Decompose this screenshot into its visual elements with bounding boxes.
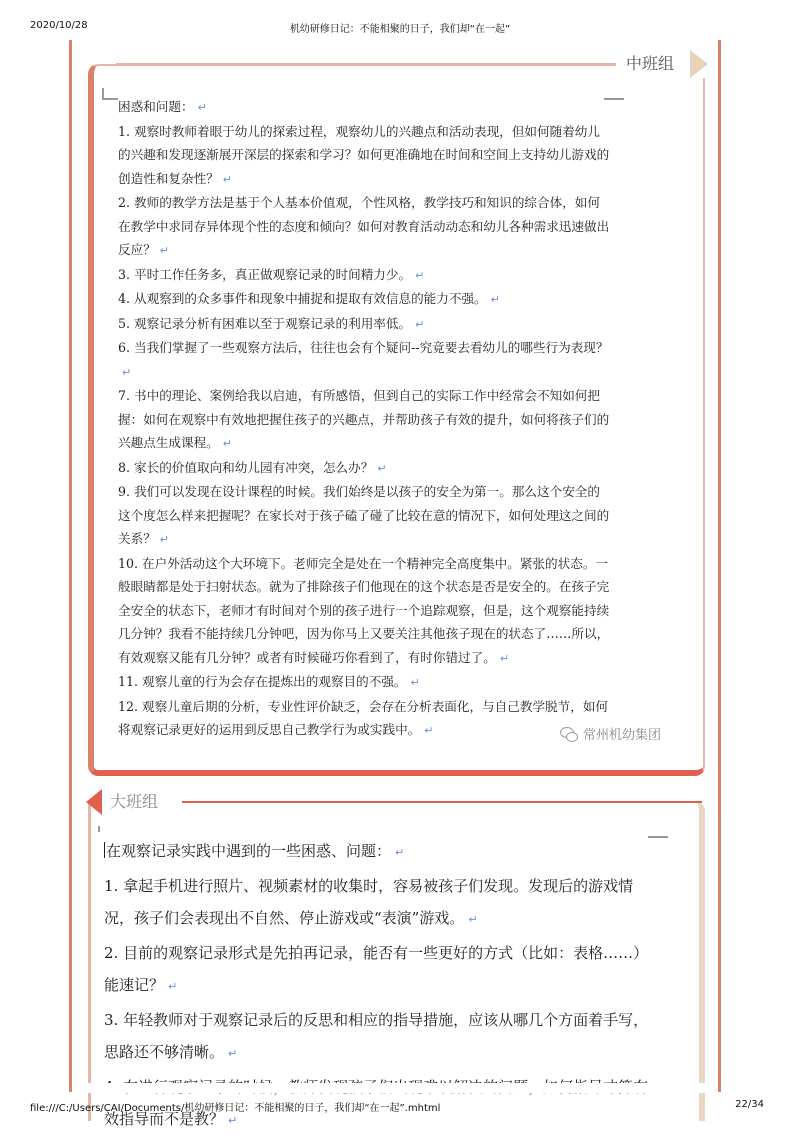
paragraph: 在观察记录实践中遇到的一些困惑、问题： ↵ [106, 842, 405, 860]
paragraph: 1. 观察时教师着眼于幼儿的探索过程，观察幼儿的兴趣点和活动表现，但如何随着幼儿的兴趣和发现逐渐展开深层的探索和学习？如何更准确地在时间和空间上支持幼儿游戏的创造性和复杂性？ ↵ [118, 123, 610, 186]
crop-corner-mark [98, 826, 104, 832]
print-footer [0, 1099, 800, 1113]
paragraph-mark-icon: ↵ [228, 1047, 238, 1060]
paragraph-mark-icon: ↵ [222, 437, 232, 450]
wechat-icon [560, 727, 578, 741]
paragraph-mark-icon: ↵ [499, 651, 510, 665]
print-date: 2020/10/28 [30, 20, 88, 31]
paragraph: 6. 当我们掌握了一些观察方法后，往往也会有个疑问--究竟要去看幼儿的哪些行为表现？↵ [118, 340, 609, 379]
paragraph: 效指导而不是教？ ↵ [104, 1110, 238, 1128]
paragraph-mark-icon: ↵ [159, 533, 169, 546]
page-rule-left [69, 40, 72, 1092]
section-senior-class-label: 大班组 [110, 792, 159, 811]
page-cut-mask [72, 1083, 718, 1093]
paragraph-mark-icon: ↵ [490, 293, 500, 306]
section-middle-class-body [118, 95, 610, 743]
paragraph: 7. 书中的理论、案例给我以启迪，有所感悟，但到自己的实际工作中经常会不知如何把握：如何在观察中有效地把握住孩子的兴趣点，并帮助孩子有效的提升，如何将孩子们的兴趣点生成课程。 ↵ [118, 388, 610, 450]
paragraph: 3. 平时工作任务多，真正做观察记录的时间精力少。 ↵ [118, 266, 425, 282]
paragraph-mark-icon: ↵ [410, 676, 420, 689]
paragraph-mark-icon: ↵ [222, 172, 232, 186]
paragraph-mark-icon: ↵ [159, 244, 169, 257]
triangle-marker-icon [690, 50, 708, 78]
paragraph-mark-icon: ↵ [415, 317, 425, 331]
paragraph-mark-icon: ↵ [122, 365, 132, 379]
paragraph: 9. 我们可以发现在设计课程的时候。我们始终是以孩子的安全为第一。那么这个安全的这个度怎么样来把握呢？在家长对于孩子磕了碰了比较在意的情况下，如何处理这之间的关系？ ↵ [118, 484, 610, 546]
paragraph: 3. 年轻教师对于观察记录后的反思和相应的指导措施，应该从哪几个方面着手写，思路还不够清晰。 ↵ [104, 1010, 649, 1061]
paragraph: 5. 观察记录分析有困难以至于观察记录的利用率低。 ↵ [118, 315, 425, 331]
paragraph-mark-icon: ↵ [228, 1114, 238, 1127]
paragraph-mark-icon: ↵ [424, 724, 434, 737]
paragraph: 11. 观察儿童的行为会存在提炼出的观察目的不强。 ↵ [118, 674, 420, 689]
page-rule-right [718, 40, 721, 1092]
text-cursor [104, 842, 105, 858]
watermark-text: 常州机幼集团 [583, 728, 662, 743]
paragraph-mark-icon: ↵ [415, 268, 425, 282]
paragraph: 2. 教师的教学方法是基于个人基本价值观，个性风格，教学技巧和知识的综合体，如何在教学中求同存异体现个性的态度和倾向？如何对教育活动动态和幼儿各种需求迅速做出反应？ ↵ [118, 195, 610, 257]
paragraph-mark-icon: ↵ [197, 101, 207, 114]
watermark [560, 724, 661, 743]
paragraph-mark-icon: ↵ [377, 461, 387, 475]
paragraph: 8. 家长的价值取向和幼儿园有冲突，怎么办？ ↵ [118, 459, 387, 475]
paragraph: 1. 拿起手机进行照片、视频素材的收集时，容易被孩子们发现。发现后的游戏情况，孩子们会表现出不自然、停止游戏或“表演”游戏。 ↵ [104, 876, 634, 927]
paragraph: 4. 从观察到的众多事件和现象中捕捉和提取有效信息的能力不强。 ↵ [118, 291, 500, 306]
section-middle-class-label: 中班组 [616, 50, 706, 78]
section-middle-class-tabline [116, 63, 616, 64]
paragraph: 12. 观察儿童后期的分析，专业性评价缺乏，会存在分析表面化，与自己教学脱节，如何将观察记录更好的运用到反思自己教学行为或实践中。 ↵ [118, 698, 609, 737]
print-file-path: file:///C:/Users/CAI/Documents/机幼研修日记：不能相聚的日子，我们却“在一起”.mhtml [30, 1103, 441, 1114]
paragraph-mark-icon: ↵ [468, 913, 478, 926]
paragraph: 10. 在户外活动这个大环境下。老师完全是处在一个精神完全高度集中。紧张的状态。一般眼睛都是处于扫射状态。就为了排除孩子们他现在的这个状态是否是安全的。在孩子完全安全的状态下，老师才有时间对个别的孩子进行一个追踪观察，但是，这个观察能持续几分钟？我看不能持续几分钟吧，因为你马上又要关注其他孩子现在的状态了……所以，有效观察又能有几分钟？或者有时候碰巧你看到了，有时你错过了。 ↵ [118, 555, 610, 665]
paragraph-mark-icon: ↵ [395, 846, 405, 859]
section-senior-class-tabline [182, 801, 702, 803]
print-title: 机幼研修日记：不能相聚的日子，我们却“在一起” [289, 24, 511, 35]
crop-corner-mark [102, 88, 118, 100]
paragraph: 困惑和问题： ↵ [118, 99, 207, 114]
paragraph-mark-icon: ↵ [168, 980, 178, 993]
triangle-marker-icon [86, 789, 102, 815]
paragraph: 2. 目前的观察记录形式是先拍再记录，能否有一些更好的方式（比如：表格……）能速记？ ↵ [104, 943, 649, 994]
print-header [0, 20, 800, 34]
print-page-number: 22/34 [735, 1099, 764, 1110]
